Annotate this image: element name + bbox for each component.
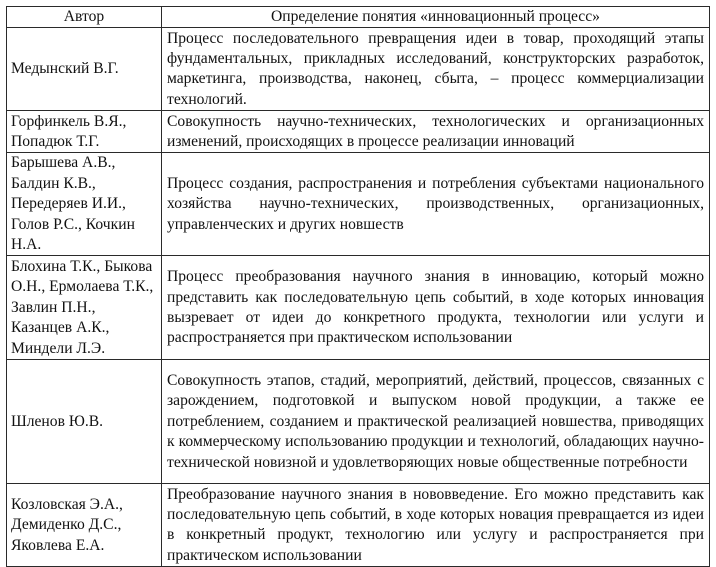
author-cell: Блохина Т.К., Быкова О.Н., Ермолаева Т.К., Завлин П.Н., Казанцев А.К., Миндели Л.Э. <box>7 256 162 360</box>
definition-cell: Совокупность этапов, стадий, мероприятий, действий, процессов, связанных с зарождением, подготовкой и выпуском новой продукции, а также ее потреблением, созданием и практической реализацией новшества, приводящих к коммерческому использованию продукции и технологий, обладающих научно-технической новизной и удовлетворяющих новые общественные потребности <box>162 360 710 484</box>
definition-cell: Процесс создания, распространения и потребления субъектами национального хозяйства научно-технических, производственных, организационных, управленческих и других новшеств <box>162 153 710 256</box>
definition-cell: Совокупность научно-технических, технологических и организационных изменений, происходящих в процессе реализации инноваций <box>162 111 710 153</box>
table-row <box>7 111 710 153</box>
table-row <box>7 28 710 111</box>
author-cell: Шленов Ю.В. <box>7 360 162 484</box>
definition-column-header: Определение понятия «инновационный процесс» <box>162 7 710 28</box>
author-cell: Барышева А.В., Балдин К.В., Передеряев И.И., Голов Р.С., Кочкин Н.А. <box>7 153 162 256</box>
table-row <box>7 360 710 484</box>
definition-cell: Процесс последовательного превращения идеи в товар, проходящий этапы фундаментальных, прикладных исследований, конструкторских разработок, маркетинга, производства, наконец, сбыта, – процесс коммерциализации технологий. <box>162 28 710 111</box>
table-row <box>7 256 710 360</box>
definition-cell: Процесс преобразования научного знания в инновацию, который можно представить как последовательную цепь событий, в ходе которых инновация вызревает от идеи до конкретного продукта, технологии или услуги и распространяется при практическом использовании <box>162 256 710 360</box>
table-header-row <box>7 7 710 28</box>
table-row <box>7 153 710 256</box>
definitions-table <box>6 6 710 567</box>
author-cell: Горфинкель В.Я., Попадюк Т.Г. <box>7 111 162 153</box>
author-cell: Козловская Э.А., Демиденко Д.С., Яковлева Е.А. <box>7 484 162 567</box>
author-cell: Медынский В.Г. <box>7 28 162 111</box>
table-row <box>7 484 710 567</box>
definition-cell: Преобразование научного знания в нововведение. Его можно представить как последовательную цепь событий, в ходе которых новация превращается из идеи в конкретный продукт, технологию или услугу и распространяется при практическом использовании <box>162 484 710 567</box>
author-column-header: Автор <box>7 7 162 28</box>
